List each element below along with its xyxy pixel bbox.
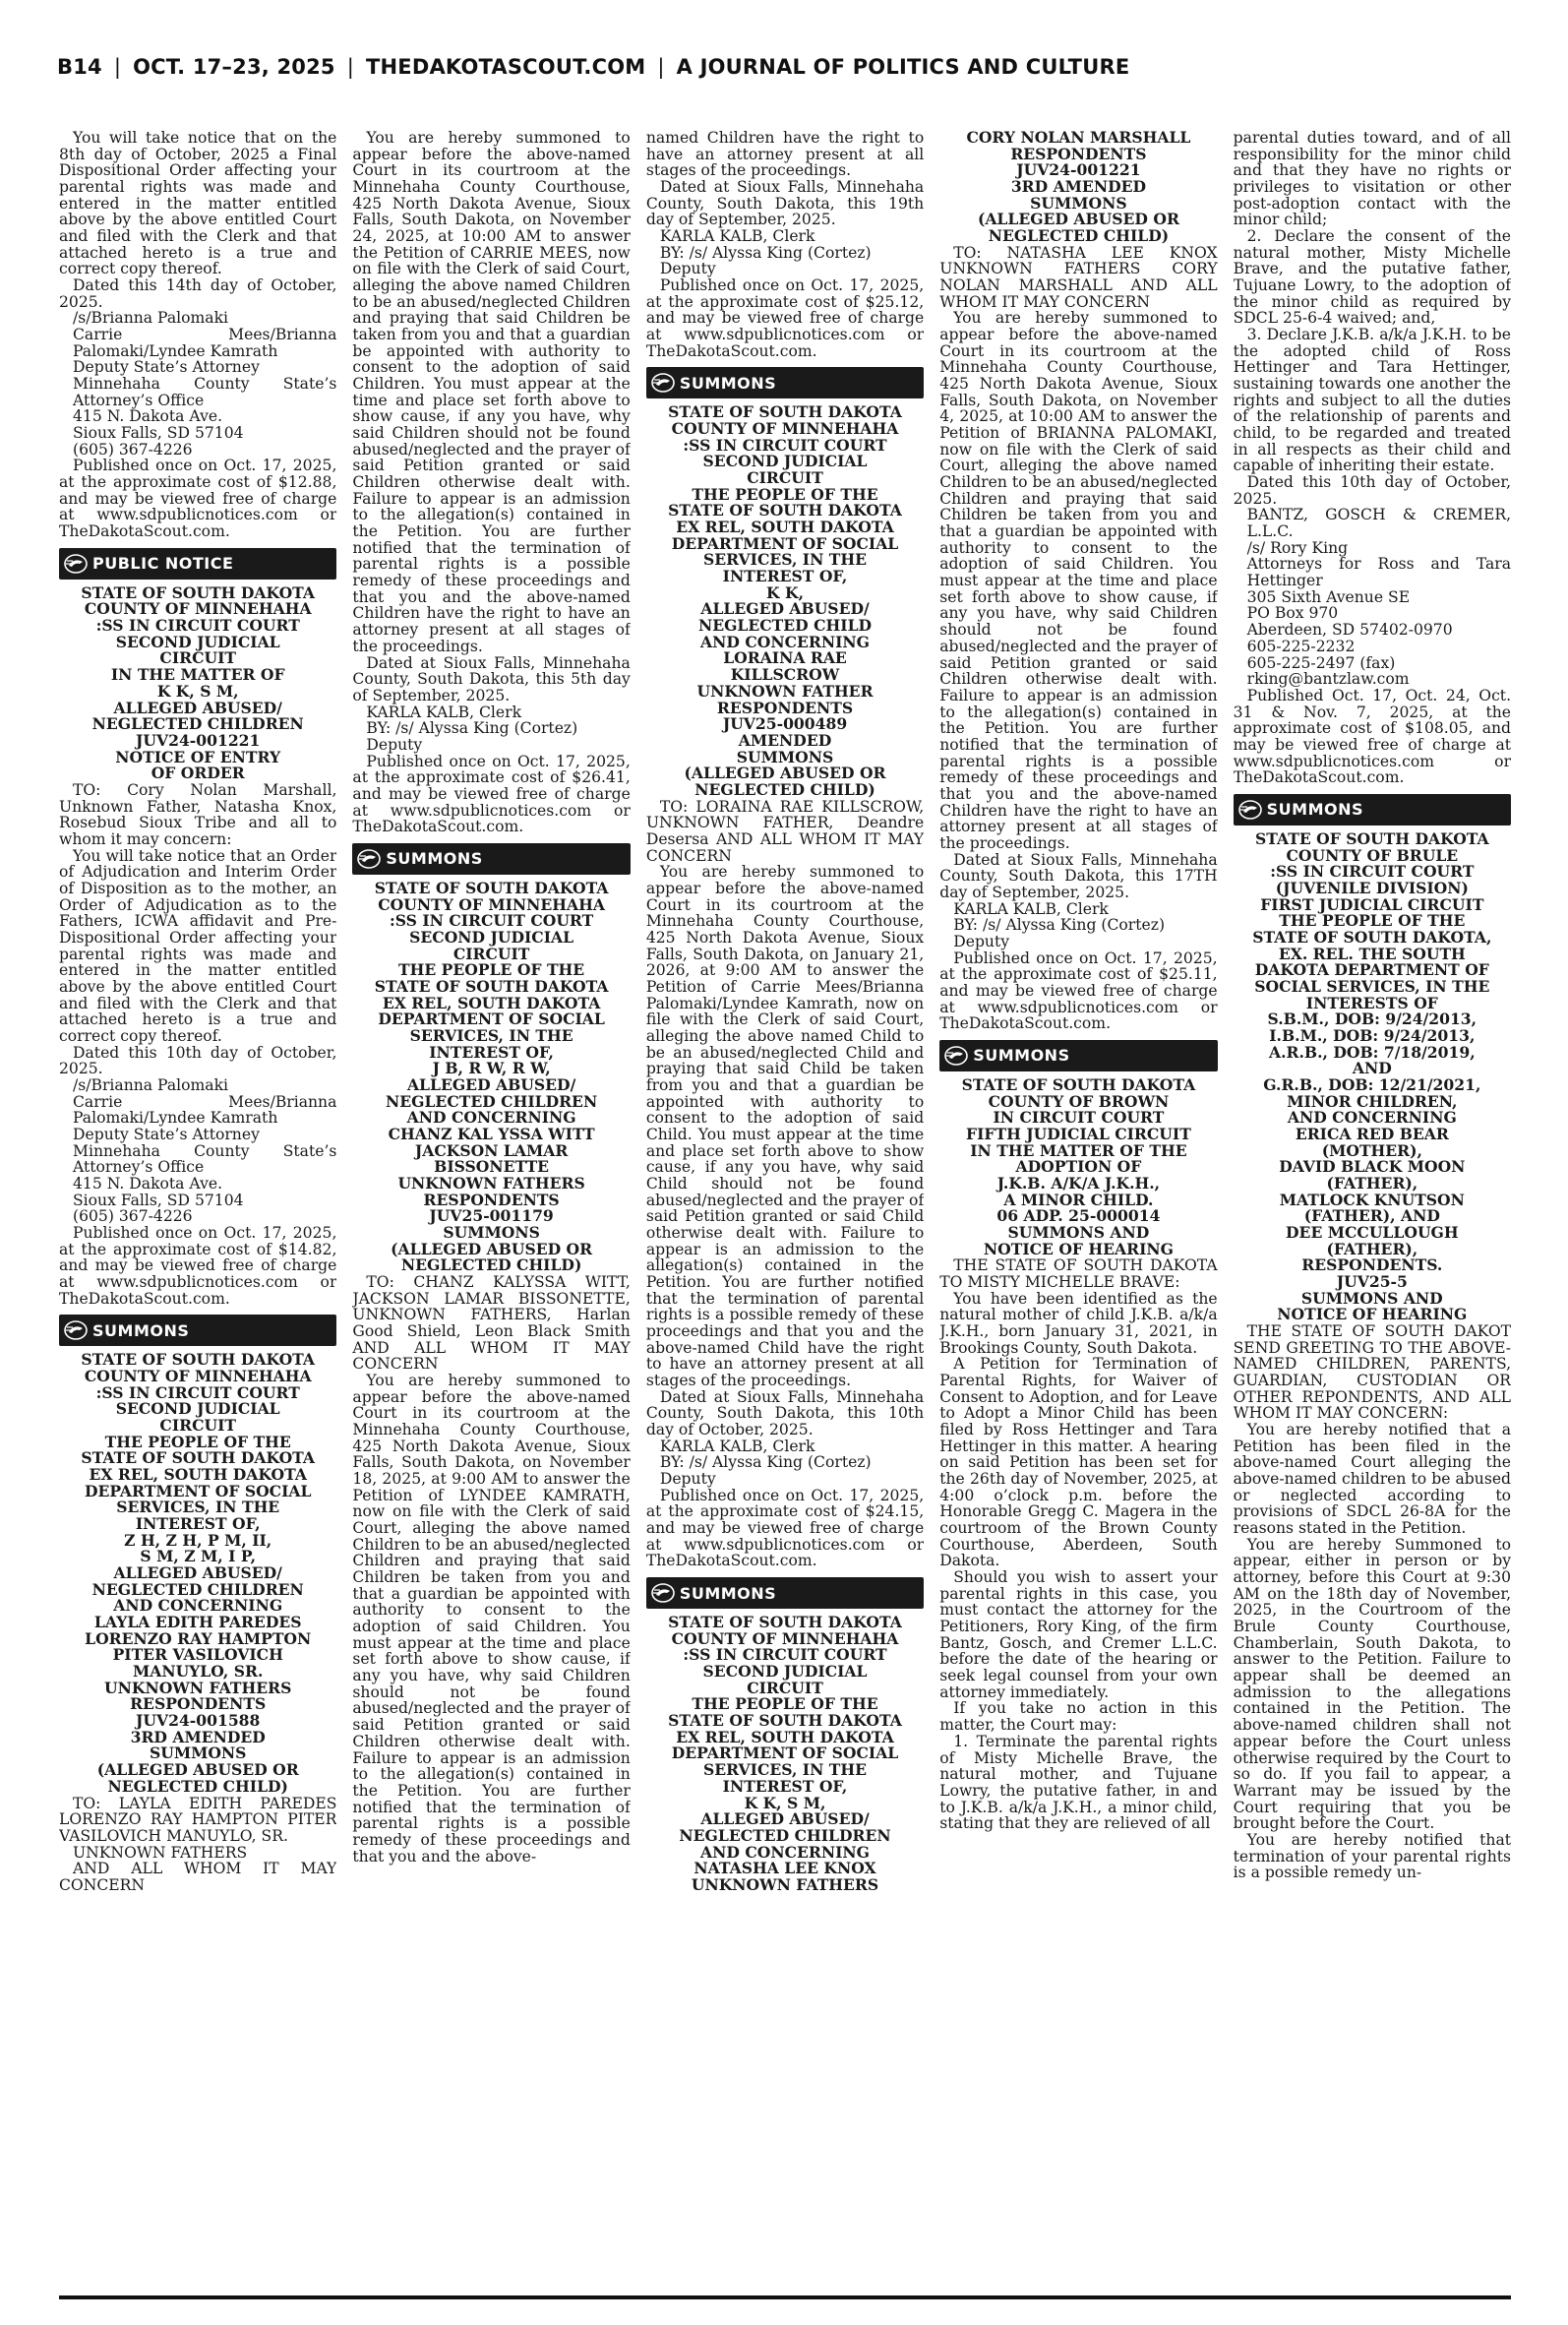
notice-paragraph: You are hereby notified that a Petition has been filed in the above-named Court alleging the above-named children to be abused or neglected according to provisions of SDCL 26-8A for the reasons stated in the Petition. <box>1233 1421 1512 1538</box>
signature-line: Carrie Mees/Brianna Palomaki/Lyndee Kamrath <box>73 1092 337 1128</box>
signature-line: Attorneys for Ross and Tara Hettinger <box>1246 555 1512 590</box>
continued-paragraph: parental duties toward, and of all responsibility for the minor child and that they have no rights or privileges to visitation or other post-adoption contact with the minor child; <box>1233 130 1512 229</box>
signature-line: Deputy <box>659 1470 716 1489</box>
column-1 <box>59 130 336 2294</box>
signature-line: Deputy State’s Attorney <box>73 1125 260 1143</box>
case-caption: STATE OF SOUTH DAKOTA COUNTY OF MINNEHAHA :SS IN CIRCUIT COURT SECOND JUDICIAL CIRCUIT THE PEOPLE OF THE STATE OF SOUTH DAKOTA EX REL, SOUTH DAKOTA DEPARTMENT OF SOCIAL SERVICES, IN THE INTEREST OF, K K, ALLEGED ABUSED/ NEGLECTED CHILD AND CONCERNING LORAINA RAE KILLSCROW UNKNOWN FATHER RESPONDENTS JUV25-000489 AMENDED SUMMONS (ALLEGED ABUSED OR NEGLECTED CHILD) <box>668 402 902 799</box>
signature-line: BY: /s/ Alyssa King (Cortez) <box>659 1453 872 1472</box>
section-banner <box>59 1315 336 1346</box>
notice-paragraph: Published once on Oct. 17, 2025, at the approximate cost of $26.41, and may be viewed free of charge at www.sdpublicnotices.com or TheDakotaScout.com. <box>352 752 631 836</box>
site-name: THEDAKOTASCOUT.COM <box>365 55 646 79</box>
case-caption: STATE OF SOUTH DAKOTA COUNTY OF BRULE :SS IN CIRCUIT COURT (JUVENILE DIVISION) FIRST JUDICIAL CIRCUIT THE PEOPLE OF THE STATE OF SOUTH DAKOTA, EX. REL. THE SOUTH DAKOTA DEPARTMENT OF SOCIAL SERVICES, IN THE INTERESTS OF S.B.M., DOB: 9/24/2013, I.B.M., DOB: 9/24/2013, A.R.B., DOB: 7/18/2019, AND G.R.B., DOB: 12/21/2021, MINOR CHILDREN, AND CONCERNING ERICA RED BEAR (MOTHER), DAVID BLACK MOON (FATHER), MATLOCK KNUTSON (FATHER), AND DEE MCCULLOUGH (FATHER), RESPONDENTS. JUV25-5 SUMMONS AND NOTICE OF HEARING <box>1252 828 1492 1324</box>
notice-paragraph: Published once on Oct. 17, 2025, at the approximate cost of $25.11, and may be viewed free of charge at www.sdpublicnotices.com or TheDakotaScout.com. <box>939 948 1218 1033</box>
section-banner-label: SUMMONS <box>973 1046 1070 1066</box>
tagline: A JOURNAL OF POLITICS AND CULTURE <box>676 55 1130 79</box>
notice-paragraph: AND ALL WHOM IT MAY CONCERN <box>59 1860 337 1894</box>
notice-paragraph: Dated this 10th day of October, 2025. <box>1233 473 1512 508</box>
signature-line: KARLA KALB, Clerk <box>659 227 815 246</box>
notice-paragraph: Should you wish to assert your parental rights in this case, you must contact the attorney for the Petitioners, Rory King, of the firm Bantz, Gosch, and Cremer L.L.C. before the date of the hearing or seek legal counsel from your own attorney immediately. <box>939 1568 1218 1701</box>
section-banner-label: SUMMONS <box>679 373 777 393</box>
notice-paragraph: Published once on Oct. 17, 2025, at the approximate cost of $12.88, and may be viewed free of charge at www.sdpublicnotices.com or TheDakotaScout.com. <box>59 457 337 541</box>
case-caption: STATE OF SOUTH DAKOTA COUNTY OF MINNEHAHA :SS IN CIRCUIT COURT SECOND JUDICIAL CIRCUIT IN THE MATTER OF K K, S M, ALLEGED ABUSED/ NEGLECTED CHILDREN JUV24-001221 NOTICE OF ENTRY OF ORDER <box>81 582 316 783</box>
section-banner <box>646 1577 924 1609</box>
signature-line: Sioux Falls, SD 57104 <box>73 1191 244 1209</box>
notice-paragraph: THE STATE OF SOUTH DAKOT SEND GREETING TO THE ABOVE-NAMED CHILDREN, PARENTS, GUARDIAN, CUSTODIAN OR OTHER REPONDENTS, AND ALL WHOM IT MAY CONCERN: <box>1233 1322 1512 1423</box>
notice-paragraph: Published Oct. 17, Oct. 24, Oct. 31 & Nov. 7, 2025, at the approximate cost of $108.05, and may be viewed free of charge at www.sdpublicnotices.com or TheDakotaScout.com. <box>1233 686 1512 787</box>
section-banner-label: PUBLIC NOTICE <box>92 554 234 574</box>
signature-line: KARLA KALB, Clerk <box>953 899 1109 918</box>
section-banner-label: SUMMONS <box>386 849 483 869</box>
scout-logo-icon <box>352 843 386 875</box>
scout-logo-icon <box>939 1040 973 1071</box>
section-banner <box>1234 794 1511 826</box>
notice-paragraph: Published once on Oct. 17, 2025, at the approximate cost of $14.82, and may be viewed free of charge at www.sdpublicnotices.com or TheDakotaScout.com. <box>59 1224 337 1308</box>
notice-paragraph: Published once on Oct. 17, 2025, at the approximate cost of $25.12, and may be viewed free of charge at www.sdpublicnotices.com or TheDakotaScout.com. <box>645 276 925 360</box>
signature-line: /s/Brianna Palomaki <box>73 1075 229 1094</box>
notice-paragraph: UNKNOWN FATHERS <box>73 1843 248 1862</box>
case-caption: STATE OF SOUTH DAKOTA COUNTY OF MINNEHAHA :SS IN CIRCUIT COURT SECOND JUDICIAL CIRCUIT THE PEOPLE OF THE STATE OF SOUTH DAKOTA EX REL, SOUTH DAKOTA DEPARTMENT OF SOCIAL SERVICES, IN THE INTEREST OF, K K, S M, ALLEGED ABUSED/ NEGLECTED CHILDREN AND CONCERNING NATASHA LEE KNOX UNKNOWN FATHERS <box>668 1613 902 1894</box>
section-banner <box>939 1040 1217 1071</box>
masthead-separator: | <box>657 55 665 79</box>
signature-line: (605) 367-4226 <box>73 440 193 459</box>
continued-paragraph: named Children have the right to have an attorney present at all stages of the proceedings. <box>645 130 925 180</box>
notice-paragraph: 3. Declare J.K.B. a/k/a J.K.H. to be the adopted child of Ross Hettinger and Tara Hettinger, sustaining towards one another the rights and subject to all the duties of the relationship of parents and child, to be regarded and treated in all respects as their child and capable of inheriting their estate. <box>1233 326 1512 475</box>
signature-line: PO Box 970 <box>1246 604 1339 623</box>
signature-line: /s/Brianna Palomaki <box>73 309 229 328</box>
masthead-separator: | <box>346 55 354 79</box>
notice-paragraph: TO: LORAINA RAE KILLSCROW, UNKNOWN FATHER, Deandre Desersa AND ALL WHOM IT MAY CONCERN <box>645 797 925 865</box>
signature-line: rking@bantzlaw.com <box>1246 670 1410 689</box>
notice-paragraph: 2. Declare the consent of the natural mother, Misty Michelle Brave, and the putative father, Tujuane Lowry, to the adoption of the minor child as required by SDCL 25-6-4 waived; and, <box>1233 227 1512 328</box>
column-5 <box>1234 130 1511 2294</box>
signature-line: Deputy State’s Attorney <box>73 358 260 377</box>
case-caption: CORY NOLAN MARSHALL RESPONDENTS JUV24-001221 3RD AMENDED SUMMONS (ALLEGED ABUSED OR NEGLECTED CHILD) <box>966 130 1191 246</box>
notice-paragraph: You are hereby summoned to appear before the above-named Court in its courtroom at the Minnehaha County Courthouse, 425 North Dakota Avenue, Sioux Falls, South Dakota, on November 4, 2025, at 10:00 AM to answer the Petition of BRIANNA PALOMAKI, now on file with the Clerk of said Court, alleging the above named Children to be an abused/neglected Children and praying that said Children be taken from you and that a guardian be appointed with authority to consent to the adoption of said Children. You must appear at the time and place set forth above to show cause, if any you have, why said Children should not be found abused/neglected and the prayer of said Petition granted or said Children otherwise dealt with. Failure to appear is an admission to the allegation(s) contained in the Petition. You are further notified that the termination of parental rights is a possible remedy of these proceedings and that you and the above-named Children have the right to have an attorney present at all stages of the proceedings. <box>939 309 1218 852</box>
signature-line: Deputy <box>953 932 1010 950</box>
notice-paragraph: If you take no action in this matter, the Court may: <box>939 1699 1218 1735</box>
signature-line: 605-225-2497 (fax) <box>1246 653 1396 672</box>
masthead <box>57 45 1513 89</box>
notice-paragraph: You are hereby Summoned to appear, either in person or by attorney, before this Court at 9:30 AM on the 18th day of November, 2025, in the Courtroom of the Brule County Courthouse, Chamberlain, South Dakota, to answer to the Petition. Failure to appear shall be deemed an admission to the allegations contained in the Petition. The above-named children shall not appear before the Court unless otherwise required by the Court to so do. If you fail to appear, a Warrant may be issued by the Court requiring that you be brought before the Court. <box>1233 1535 1512 1833</box>
section-banner-label: SUMMONS <box>92 1320 190 1340</box>
signature-line: Minnehaha County State’s Attorney’s Office <box>73 375 337 409</box>
notice-paragraph: TO: CHANZ KALYSSA WITT, JACKSON LAMAR BISSONETTE, UNKNOWN FATHERS, Harlan Good Shield, Leon Black Smith AND ALL WHOM IT MAY CONCERN <box>352 1273 631 1374</box>
case-caption: STATE OF SOUTH DAKOTA COUNTY OF BROWN IN CIRCUIT COURT FIFTH JUDICIAL CIRCUIT IN THE MATTER OF THE ADOPTION OF J.K.B. A/K/A J.K.H., A MINOR CHILD. 06 ADP. 25-000014 SUMMONS AND NOTICE OF HEARING <box>961 1074 1196 1258</box>
signature-line: 305 Sixth Avenue SE <box>1246 587 1411 606</box>
notice-paragraph: You are hereby summoned to appear before the above-named Court in its courtroom at the Minnehaha County Courthouse, 425 North Dakota Avenue, Sioux Falls, South Dakota, on January 21, 2026, at 9:00 AM to answer the Petition of Carrie Mees/Brianna Palomaki/Lyndee Kamrath, now on file with the Clerk of said Court, alleging the above named Child to be an abused/neglected Child and praying that said Child be taken from you and that a guardian be appointed with authority to consent to the adoption of said Child. You must appear at the time and place set forth above to show cause, if any you have, why said Child should not be found abused/neglected and the prayer of said Petition granted or said Child otherwise dealt with. Failure to appear is an admission to the allegation(s) contained in the Petition. You are further notified that the termination of parental rights is a possible remedy of these proceedings and that you and the above-named Child have the right to have an attorney present at all stages of the proceedings. <box>645 863 925 1390</box>
signature-line: KARLA KALB, Clerk <box>366 703 522 721</box>
notice-paragraph: A Petition for Termination of Parental Rights, for Waiver of Consent to Adoption, and for Leave to Adopt a Minor Child has been filed by Ross Hettinger and Tara Hettinger in this matter. A hearing on said Petition has been set for the 26th day of November, 2025, at 4:00 o’clock p.m. before the Honorable Gregg C. Magera in the courtroom of the Brown County Courthouse, Aberdeen, South Dakota. <box>939 1355 1218 1570</box>
signature-line: 415 N. Dakota Ave. <box>73 407 223 426</box>
scout-logo-icon <box>646 1577 680 1609</box>
notice-paragraph: Dated at Sioux Falls, Minnehaha County, South Dakota, this 10th day of October, 2025. <box>645 1387 925 1439</box>
signature-line: Minnehaha County State’s Attorney’s Office <box>73 1141 337 1177</box>
column-4 <box>939 130 1217 2294</box>
signature-line: BY: /s/ Alyssa King (Cortez) <box>953 916 1166 935</box>
issue-date: OCT. 17–23, 2025 <box>133 55 335 79</box>
signature-line: BY: /s/ Alyssa King (Cortez) <box>366 719 578 738</box>
notice-paragraph: You will take notice that an Order of Adjudication and Interim Order of Disposition as to the mother, an Order of Adjudication as to the Fathers, ICWA affidavit and Pre-Dispositional Order affecting your parental rights was made and entered in the matter entitled above by the above entitled Court and filed with the Clerk and that attached hereto is a true and correct copy thereof. <box>59 846 337 1045</box>
scout-logo-icon <box>1234 794 1267 826</box>
signature-line: Deputy <box>366 735 423 754</box>
signature-line: Sioux Falls, SD 57104 <box>73 424 244 443</box>
section-banner-label: SUMMONS <box>1266 800 1363 820</box>
signature-line: Aberdeen, SD 57402-0970 <box>1246 621 1453 640</box>
masthead-separator: | <box>113 55 122 79</box>
notice-paragraph: Dated at Sioux Falls, Minnehaha County, South Dakota, this 5th day of September, 2025. <box>352 653 631 704</box>
bottom-rule <box>59 2295 1511 2299</box>
notice-paragraph: You have been identified as the natural mother of child J.K.B. a/k/a J.K.H., born January 31, 2021, in Brookings County, South Dakota. <box>939 1289 1218 1357</box>
section-banner <box>352 843 630 875</box>
notice-paragraph: TO: LAYLA EDITH PAREDES LORENZO RAY HAMPTON PITER VASILOVICH MANUYLO, SR. <box>59 1794 337 1845</box>
section-banner <box>646 367 924 398</box>
signature-line: 605-225-2232 <box>1246 637 1356 655</box>
notice-paragraph: Published once on Oct. 17, 2025, at the approximate cost of $24.15, and may be viewed free of charge at www.sdpublicnotices.com or TheDakotaScout.com. <box>645 1486 925 1570</box>
signature-line: KARLA KALB, Clerk <box>659 1437 815 1455</box>
scout-logo-icon <box>646 367 680 398</box>
signature-line: Carrie Mees/Brianna Palomaki/Lyndee Kamrath <box>73 326 337 360</box>
notice-paragraph: Dated at Sioux Falls, Minnehaha County, South Dakota, this 19th day of September, 2025. <box>645 178 925 229</box>
signature-line: 415 N. Dakota Ave. <box>73 1174 223 1193</box>
notice-paragraph: 1. Terminate the parental rights of Misty Michelle Brave, the natural mother, and Tujuane Lowry, the putative father, in and to J.K.B. a/k/a J.K.H., a minor child, stating that they are relieved of all <box>939 1732 1218 1833</box>
notice-paragraph: TO: Cory Nolan Marshall, Unknown Father, Natasha Knox, Rosebud Sioux Tribe and all to whom it may concern: <box>59 780 337 848</box>
signature-line: BY: /s/ Alyssa King (Cortez) <box>659 243 872 262</box>
notice-paragraph: Dated this 14th day of October, 2025. <box>59 276 337 311</box>
notice-paragraph: You are hereby summoned to appear before the above-named Court in its courtroom at the Minnehaha County Courthouse, 425 North Dakota Avenue, Sioux Falls, South Dakota, on November 18, 2025, at 9:00 AM to answer the Petition of LYNDEE KAMRATH, now on file with the Clerk of said Court, alleging the above named Children to be an abused/neglected Children and praying that said Children be taken from you and that a guardian be appointed with authority to consent to the adoption of said Children. You must appear at the time and place set forth above to show cause, if any you have, why said Children should not be found abused/neglected and the prayer of said Petition granted or said Children otherwise dealt with. Failure to appear is an admission to the allegation(s) contained in the Petition. You are further notified that the termination of parental rights is a possible remedy of these proceedings and that you and the above- <box>352 1372 631 1866</box>
notice-paragraph: TO: NATASHA LEE KNOX UNKNOWN FATHERS CORY NOLAN MARSHALL AND ALL WHOM IT MAY CONCERN <box>939 243 1218 311</box>
notice-paragraph: You will take notice that on the 8th day of October, 2025 a Final Dispositional Order affecting your parental rights was made and entered in the matter entitled above by the above entitled Court and filed with the Clerk and that attached hereto is a true and correct copy thereof. <box>59 130 337 278</box>
section-banner-label: SUMMONS <box>679 1583 777 1603</box>
notice-paragraph: Dated this 10th day of October, 2025. <box>59 1043 337 1078</box>
case-caption: STATE OF SOUTH DAKOTA COUNTY OF MINNEHAHA :SS IN CIRCUIT COURT SECOND JUDICIAL CIRCUIT THE PEOPLE OF THE STATE OF SOUTH DAKOTA EX REL, SOUTH DAKOTA DEPARTMENT OF SOCIAL SERVICES, IN THE INTEREST OF, J B, R W, R W, ALLEGED ABUSED/ NEGLECTED CHILDREN AND CONCERNING CHANZ KAL YSSA WITT JACKSON LAMAR BISSONETTE UNKNOWN FATHERS RESPONDENTS JUV25-001179 SUMMONS (ALLEGED ABUSED OR NEGLECTED CHILD) <box>374 878 609 1275</box>
signature-line: BANTZ, GOSCH & CREMER, L.L.C. <box>1246 506 1512 541</box>
signature-line: (605) 367-4226 <box>73 1207 193 1226</box>
column-2 <box>352 130 630 2294</box>
section-banner <box>59 548 336 580</box>
notice-paragraph: You are hereby summoned to appear before the above-named Court in its courtroom at the Minnehaha County Courthouse, 425 North Dakota Avenue, Sioux Falls, South Dakota, on November 24, 2025, at 10:00 AM to answer the Petition of CARRIE MEES, now on file with the Clerk of said Court, alleging the above named Children to be an abused/neglected Children and praying that said Children be taken from you and that a guardian be appointed with authority to consent to the adoption of said Children. You must appear at the time and place set forth above to show cause, if any you have, why said Children should not be found abused/neglected and the prayer of said Petition granted or said Children otherwise dealt with. Failure to appear is an admission to the allegation(s) contained in the Petition. You are further notified that the termination of parental rights is a possible remedy of these proceedings and that you and the above-named Children have the right to have an attorney present at all stages of the proceedings. <box>352 130 631 655</box>
notice-columns <box>59 130 1511 2294</box>
column-3 <box>646 130 924 2294</box>
scout-logo-icon <box>59 1315 92 1346</box>
signature-line: Deputy <box>659 260 716 278</box>
signature-line: /s/ Rory King <box>1246 538 1349 557</box>
page-number: B14 <box>57 55 102 79</box>
case-caption: STATE OF SOUTH DAKOTA COUNTY OF MINNEHAHA :SS IN CIRCUIT COURT SECOND JUDICIAL CIRCUIT THE PEOPLE OF THE STATE OF SOUTH DAKOTA EX REL, SOUTH DAKOTA DEPARTMENT OF SOCIAL SERVICES, IN THE INTEREST OF, Z H, Z H, P M, II, S M, Z M, I P, ALLEGED ABUSED/ NEGLECTED CHILDREN AND CONCERNING LAYLA EDITH PAREDES LORENZO RAY HAMPTON PITER VASILOVICH MANUYLO, SR. UNKNOWN FATHERS RESPONDENTS JUV24-001588 3RD AMENDED SUMMONS (ALLEGED ABUSED OR NEGLECTED CHILD) <box>81 1350 316 1796</box>
scout-logo-icon <box>59 548 92 580</box>
notice-paragraph: You are hereby notified that termination of your parental rights is a possible remedy un- <box>1233 1830 1512 1882</box>
notice-paragraph: THE STATE OF SOUTH DAKOTA TO MISTY MICHELLE BRAVE: <box>939 1256 1218 1292</box>
notice-paragraph: Dated at Sioux Falls, Minnehaha County, South Dakota, this 17TH day of September, 2025. <box>939 850 1218 901</box>
